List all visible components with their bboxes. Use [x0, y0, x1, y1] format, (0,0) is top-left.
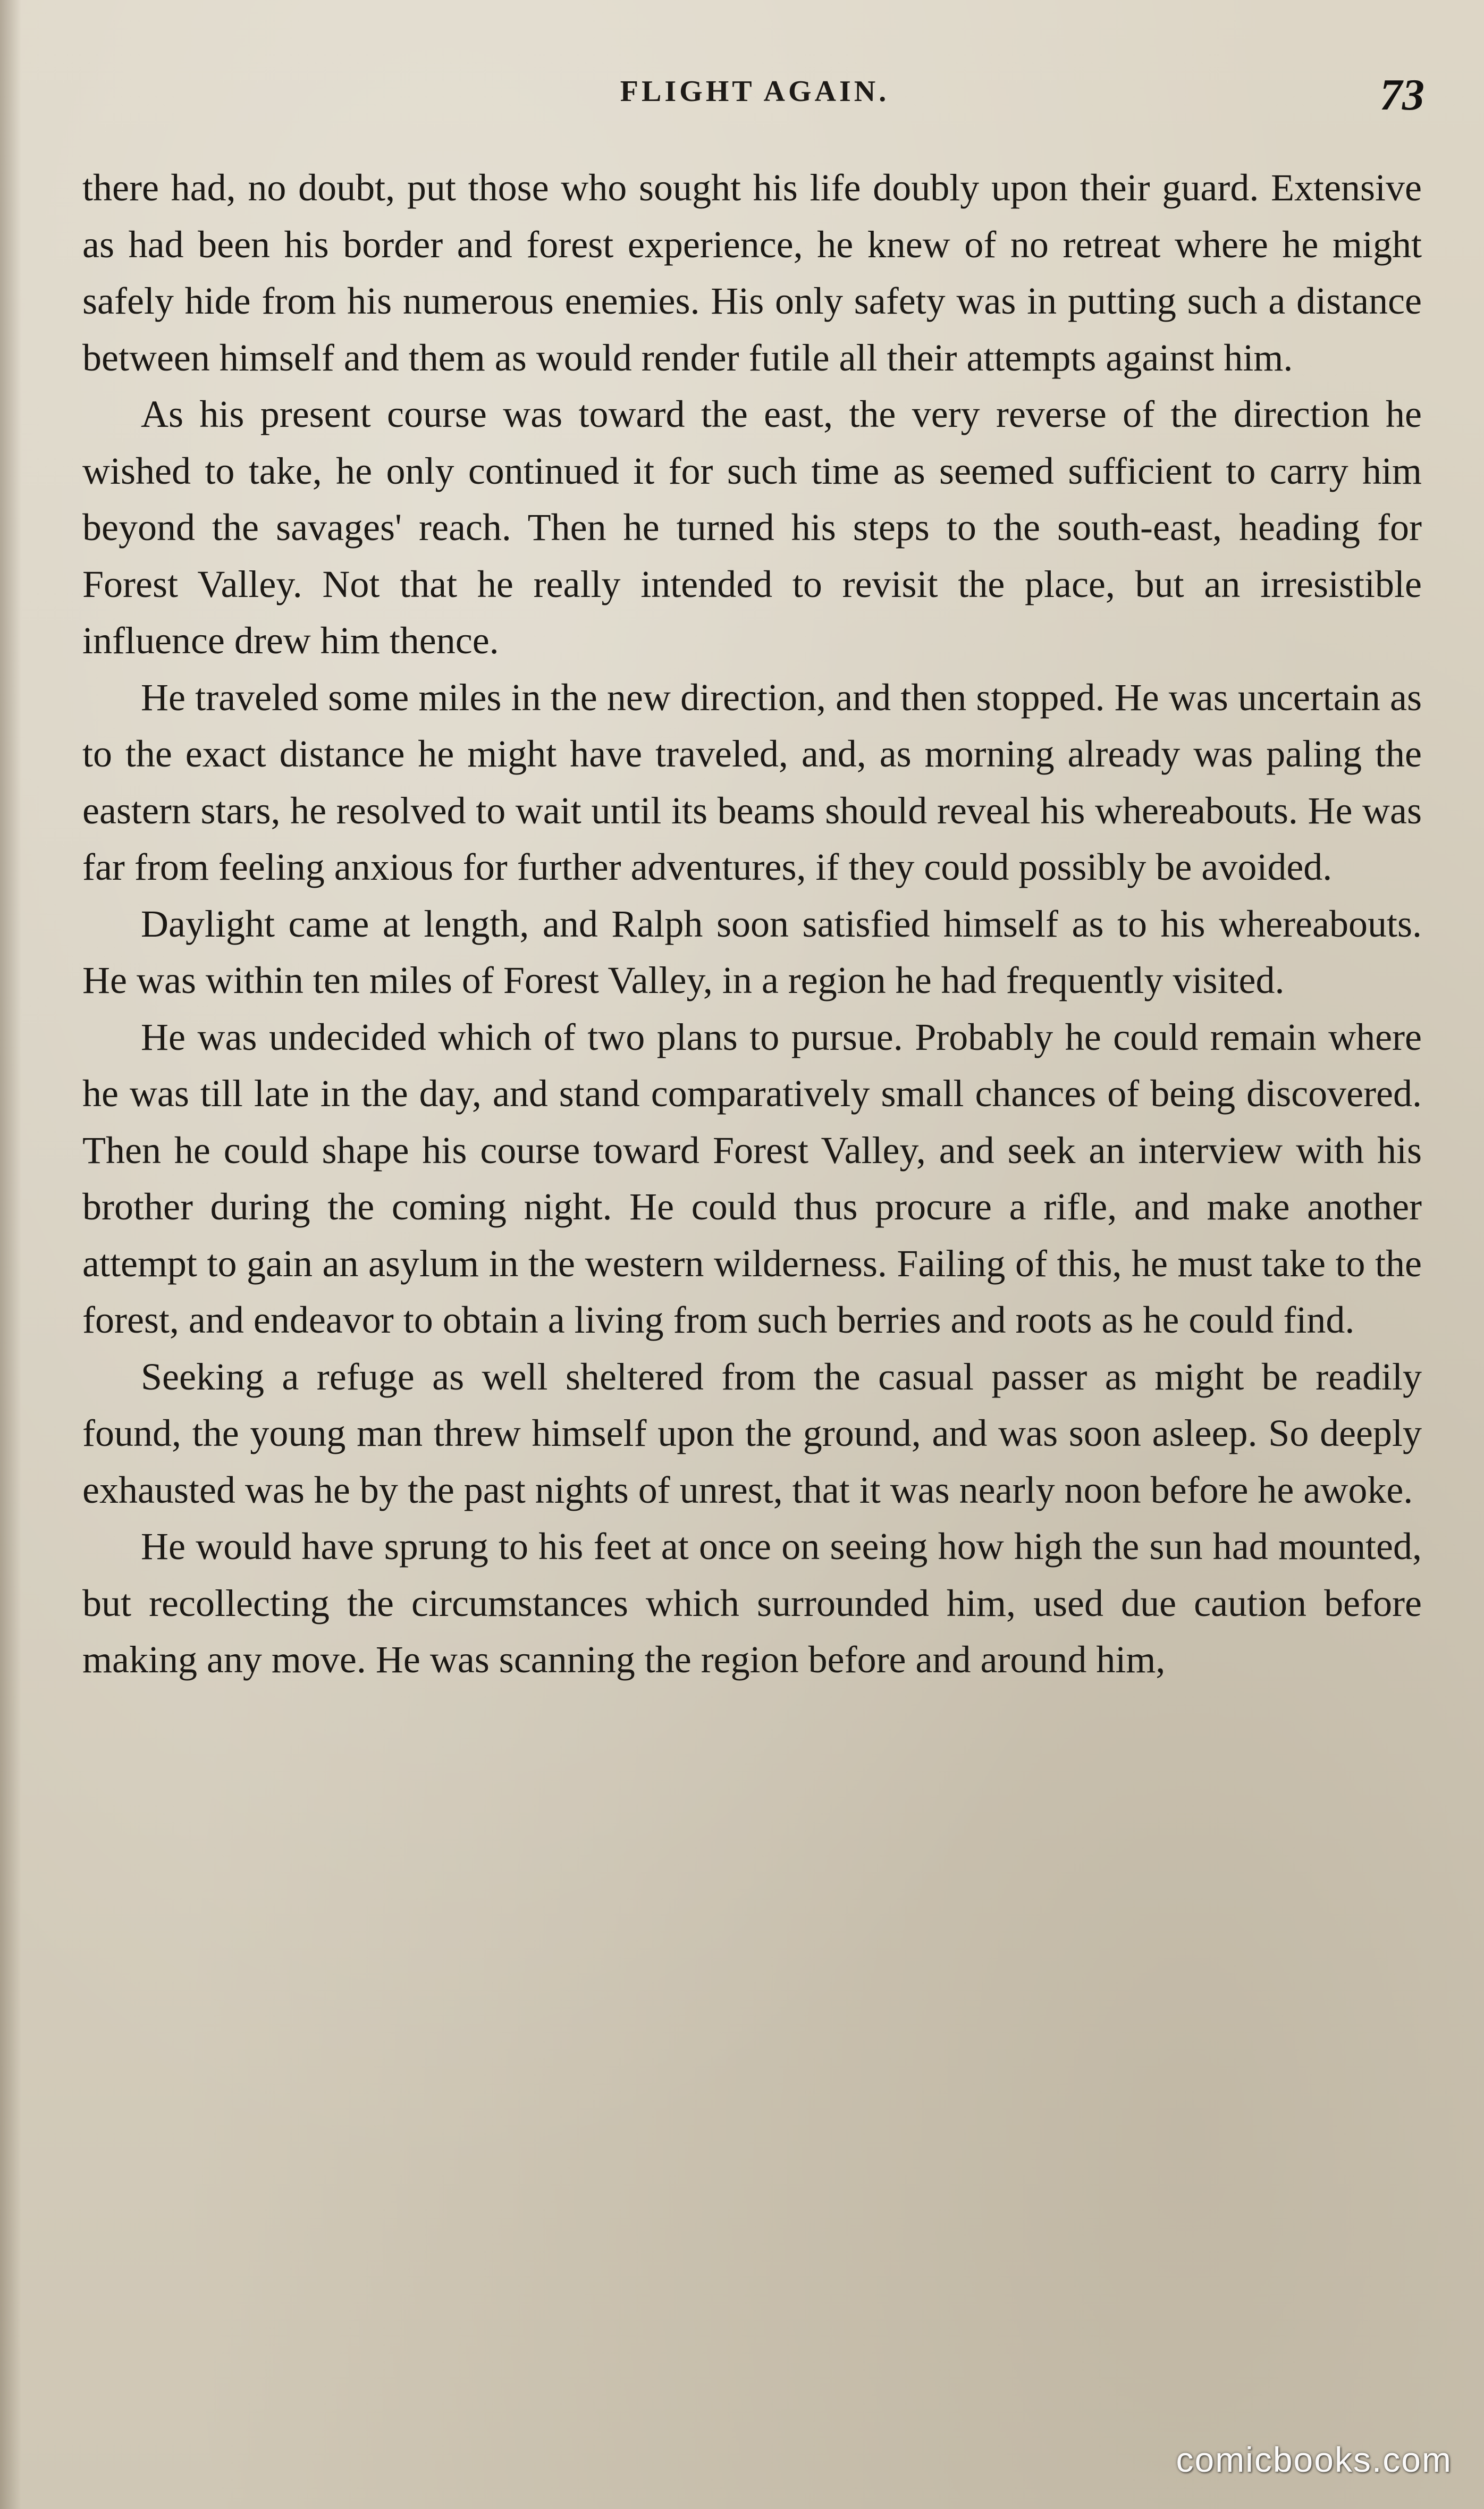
paragraph-5: He was undecided which of two plans to pursue. Probably he could remain where he was till late in the day, and stand comparatively small chances of being discovered. Then he could shape his course toward Forest Valley, and seek an interview with his brother during the coming night. He could thus procure a rifle, and make another attempt to gain an asylum in the western wilderness. Failing of this, he must take to the forest, and endeavor to obtain a living from such berries and roots as he could find. — [82, 1015, 1422, 1341]
body-text — [82, 159, 1422, 2403]
running-head: FLIGHT AGAIN. — [620, 75, 890, 108]
page-header — [85, 69, 1424, 128]
page-number: 73 — [1380, 70, 1424, 120]
watermark: comicbooks.com — [1176, 2440, 1452, 2479]
paragraph-1: there had, no doubt, put those who sought his life doubly upon their guard. Extensive as had been his border and forest experience, he knew of no retreat where he might safely hide from his numerous enemies. His only safety was in putting such a distance between himself and them as would render futile all their attempts against him. — [82, 166, 1422, 379]
paragraph-7: He would have sprung to his feet at once on seeing how high the sun had mounted, but recollecting the circumstances which surrounded him, used due caution before making any move. He was scanning the region before and around him, — [82, 1525, 1422, 1681]
paragraph-6: Seeking a refuge as well sheltered from the casual passer as might be readily found, the young man threw himself upon the ground, and was soon asleep. So deeply exhausted was he by the past nights of unrest, that it was nearly noon before he awoke. — [82, 1355, 1422, 1511]
paragraph-2: As his present course was toward the east, the very reverse of the direction he wished to take, he only continued it for such time as seemed sufficient to carry him beyond the savages' reach. Then he turned his steps to the south-east, heading for Forest Valley. Not that he really intended to revisit the place, but an irresistible influence drew him thence. — [82, 393, 1422, 662]
paragraph-3: He traveled some miles in the new direction, and then stopped. He was uncertain as to the exact distance he might have traveled, and, as morning already was paling the eastern stars, he resolved to wait until its beams should reveal his whereabouts. He was far from feeling anxious for further adventures, if they could possibly be avoided. — [82, 676, 1422, 888]
paragraph-4: Daylight came at length, and Ralph soon satisfied himself as to his whereabouts. He was within ten miles of Forest Valley, in a region he had frequently visited. — [82, 902, 1422, 1001]
page-binding-shadow — [0, 0, 21, 2509]
